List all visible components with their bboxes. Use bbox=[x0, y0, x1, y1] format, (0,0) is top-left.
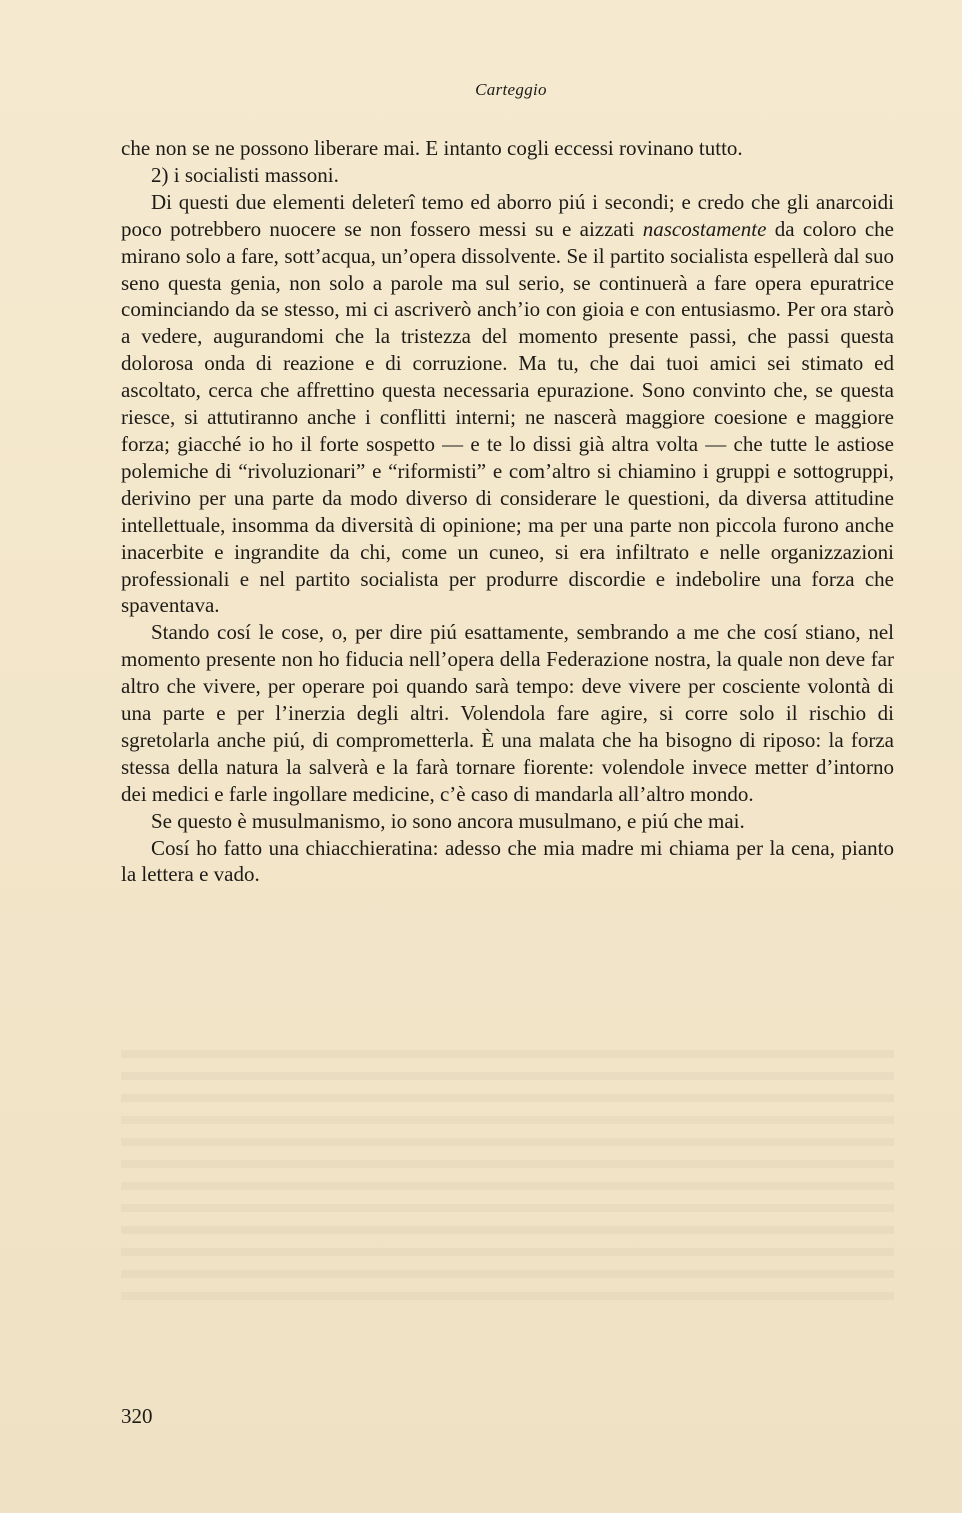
paragraph-main bbox=[121, 189, 894, 620]
paragraph-main-rest: da coloro che mirano solo a fare, sott’acqua, un’opera dissolvente. Se il partito socialista espellerà dal suo seno questa genia, non solo a parole ma sul serio, se continuerà a fare opera epuratrice cominciando da se stesso, mi ci ascriverò anch’io con gioia e con entusiasmo. Per ora starò a vedere, augurandomi che la tristezza del momento presente passi, che passi questa dolorosa onda di reazione e di corruzione. Ma tu, che dai tuoi amici sei stimato ed ascoltato, cerca che affrettino questa necessaria epurazione. Sono convinto che, se questa riesce, si attutiranno anche i conflitti interni; ne nascerà maggiore coesione e maggiore forza; giacché io ho il forte sospetto — e te lo dissi già altra volta — che tutte le astiose polemiche di “rivoluzionari” e “riformisti” e com’altro si chiamino i gruppi e sottogruppi, derivino per una parte da modo diverso di considerare le questioni, da diversa attitudine intellettuale, insomma da diversità di opinione; ma per una parte non piccola furono anche inacerbite e ingrandite da chi, come un cuneo, si era infiltrato e nelle organizzazioni professionali e nel partito socialista per produrre discordie e indebolire una forza che spaventava. bbox=[121, 216, 894, 618]
emphasis-nascostamente: nascostamente bbox=[642, 216, 767, 241]
running-title: Carteggio bbox=[475, 80, 547, 99]
paragraph-continuation: che non se ne possono liberare mai. E intanto cogli eccessi rovinano tutto. bbox=[121, 136, 743, 160]
paragraph-federazione: Stando cosí le cose, o, per dire piú esattamente, sembrando a me che cosí stiano, nel momento presente non ho fiducia nell’opera della Federazione nostra, la quale non deve far altro che vivere, per operare poi quando sarà tempo: deve vivere per cosciente volontà di una parte e per l’inerzia degli altri. Volendola fare agire, si corre solo il rischio di sgretolarla anche piú, di comprometterla. È una malata che ha bisogno di riposo: la forza stessa della natura la salverà e la farà tornare fiorente: volendole invece metter d’intorno dei medici e farle ingollare medicine, c’è caso di mandarla all’altro mondo. bbox=[121, 620, 894, 806]
paragraph-main-start: Di questi due elementi deleterî temo ed aborro piú i secondi; e credo che gli anarcoidi poco potrebbero nuocere se non fossero messi su e aizzati bbox=[121, 189, 894, 241]
paragraph-musulmanismo: Se questo è musulmanismo, io sono ancora musulmano, e piú che mai. bbox=[151, 808, 745, 833]
bleed-through-texture bbox=[121, 1050, 894, 1310]
running-head bbox=[0, 80, 962, 100]
paragraph-closing: Cosí ho fatto una chiacchieratina: adesso che mia madre mi chiama per la cena, pianto la lettera e vado. bbox=[121, 835, 894, 887]
letter-body bbox=[121, 135, 894, 888]
paragraph-list-item: 2) i socialisti massoni. bbox=[151, 162, 339, 187]
page-number: 320 bbox=[121, 1404, 153, 1428]
